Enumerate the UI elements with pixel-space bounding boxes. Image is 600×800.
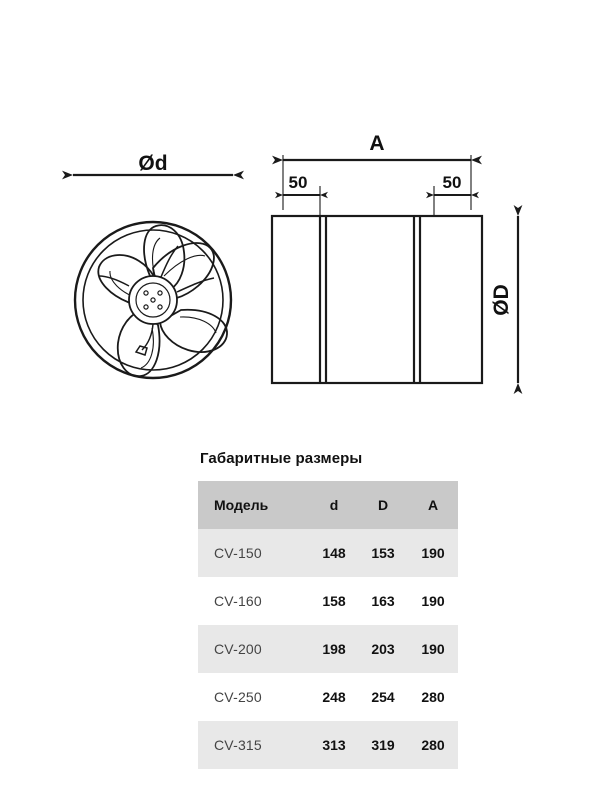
column-header-D: D: [358, 481, 408, 529]
cell-d: 198: [310, 625, 358, 673]
table-header-row: [198, 481, 458, 529]
side-view: [272, 155, 518, 383]
table-row: [198, 529, 458, 577]
table-row: [198, 721, 458, 769]
dimensions-table: [198, 481, 458, 769]
cell-A: 280: [408, 673, 458, 721]
cell-D: 153: [358, 529, 408, 577]
right-segment-label: 50: [442, 173, 462, 192]
cell-D: 254: [358, 673, 408, 721]
dimensions-table-block: [198, 450, 458, 769]
cell-d: 313: [310, 721, 358, 769]
column-header-A: A: [408, 481, 458, 529]
table-row: [198, 625, 458, 673]
cell-D: 203: [358, 625, 408, 673]
cell-A: 190: [408, 625, 458, 673]
cell-model: CV-250: [198, 673, 310, 721]
cell-A: 190: [408, 577, 458, 625]
cell-d: 158: [310, 577, 358, 625]
cell-A: 190: [408, 529, 458, 577]
cell-d: 248: [310, 673, 358, 721]
column-header-model: Модель: [198, 481, 310, 529]
table-row: [198, 673, 458, 721]
cell-model: CV-200: [198, 625, 310, 673]
cell-d: 148: [310, 529, 358, 577]
left-segment-label: 50: [288, 173, 308, 192]
front-view: [73, 175, 233, 378]
table-row: [198, 577, 458, 625]
length-label-a: A: [369, 132, 385, 155]
table-title: Габаритные размеры: [200, 450, 363, 467]
cell-model: CV-160: [198, 577, 310, 625]
column-header-d: d: [310, 481, 358, 529]
outer-diameter-label: ØD: [490, 284, 513, 316]
cell-D: 163: [358, 577, 408, 625]
front-diameter-label: Ød: [138, 152, 168, 175]
cell-model: CV-150: [198, 529, 310, 577]
cell-D: 319: [358, 721, 408, 769]
cell-model: CV-315: [198, 721, 310, 769]
cell-A: 280: [408, 721, 458, 769]
